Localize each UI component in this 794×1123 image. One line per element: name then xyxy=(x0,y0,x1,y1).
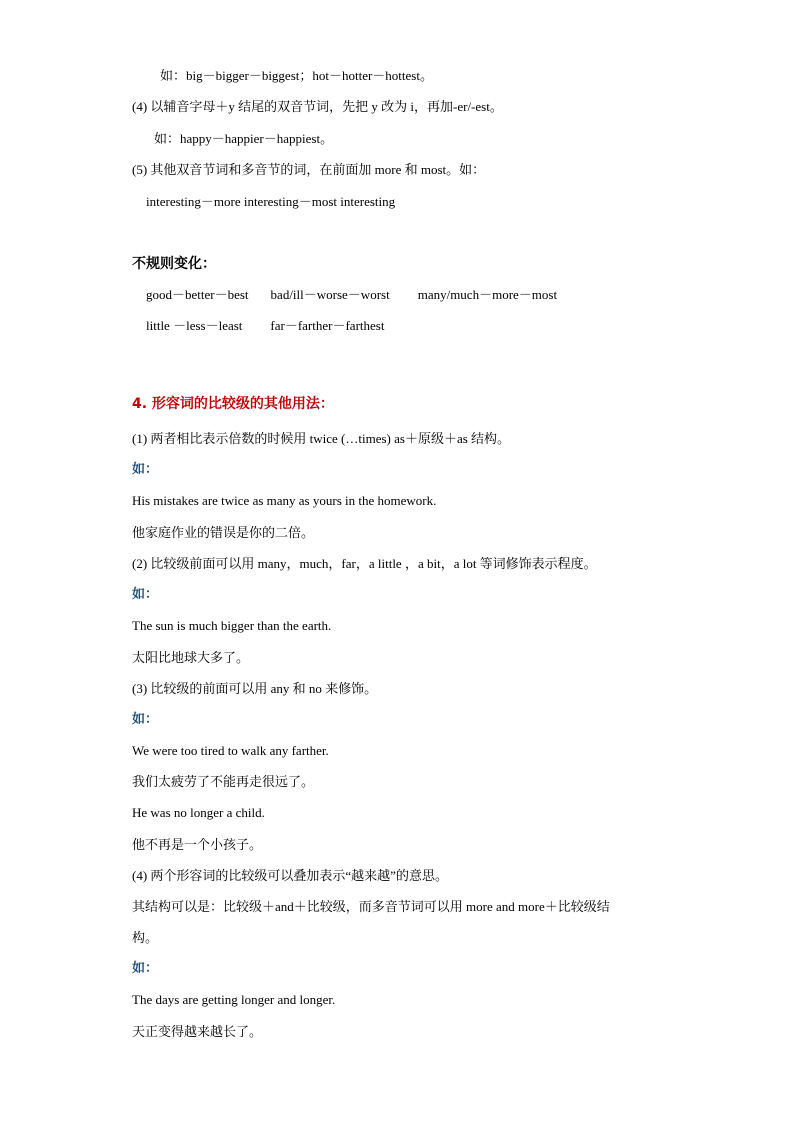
irregular-bad: bad/ill－worse－worst xyxy=(270,287,390,302)
example-4-english: The days are getting longer and longer. xyxy=(132,992,336,1007)
usage-1: (1) 两者相比表示倍数的时候用 twice (…times) as＋原级＋as 结构。 xyxy=(132,431,511,446)
example-3a-english: We were too tired to walk any farther. xyxy=(132,743,329,758)
usage-4-structure: 其结构可以是：比较级＋and＋比较级，而多音节词可以用 more and more＋比较级结 xyxy=(132,899,610,914)
irregular-good: good－better－best xyxy=(146,287,249,302)
irregular-heading: 不规则变化： xyxy=(132,256,216,272)
example-4-chinese: 天正变得越来越长了。 xyxy=(132,1024,263,1039)
usage-2: (2) 比较级前面可以用 many，much，far，a little ，a bit，a lot 等词修饰表示程度。 xyxy=(132,556,597,571)
example-label: 如： xyxy=(132,587,159,602)
usage-4-structure-end: 构。 xyxy=(132,930,159,945)
irregular-little: little －less－least xyxy=(146,318,243,333)
example-interesting: interesting－more interesting－most interesting xyxy=(146,194,396,209)
example-label: 如： xyxy=(132,712,159,727)
irregular-row-2 xyxy=(146,317,384,335)
irregular-row-1 xyxy=(146,286,557,304)
usage-4: (4) 两个形容词的比较级可以叠加表示“越来越”的意思。 xyxy=(132,868,448,883)
section-4-heading: 4. 形容词的比较级的其他用法： xyxy=(132,396,334,412)
example-1-chinese: 他家庭作业的错误是你的二倍。 xyxy=(132,525,315,540)
irregular-many: many/much－more－most xyxy=(417,287,558,302)
rule-5: (5) 其他双音节词和多音节的词，在前面加 more 和 most。如： xyxy=(132,162,486,177)
example-3b-english: He was no longer a child. xyxy=(132,805,265,820)
example-2-english: The sun is much bigger than the earth. xyxy=(132,618,332,633)
example-label: 如： xyxy=(132,462,159,477)
example-1-english: His mistakes are twice as many as yours in the homework. xyxy=(132,493,437,508)
example-label: 如： xyxy=(132,961,159,976)
example-3a-chinese: 我们太疲劳了不能再走很远了。 xyxy=(132,774,315,789)
example-2-chinese: 太阳比地球大多了。 xyxy=(132,650,250,665)
example-big-hot: 如：big－bigger－biggest；hot－hotter－hottest。 xyxy=(160,68,433,83)
example-happy: 如：happy－happier－happiest。 xyxy=(154,131,334,146)
rule-4: (4) 以辅音字母＋y 结尾的双音节词，先把 y 改为 i，再加-er/-est。 xyxy=(132,99,503,114)
example-3b-chinese: 他不再是一个小孩子。 xyxy=(132,837,263,852)
usage-3: (3) 比较级的前面可以用 any 和 no 来修饰。 xyxy=(132,681,378,696)
irregular-far: far－farther－farthest xyxy=(270,318,385,333)
